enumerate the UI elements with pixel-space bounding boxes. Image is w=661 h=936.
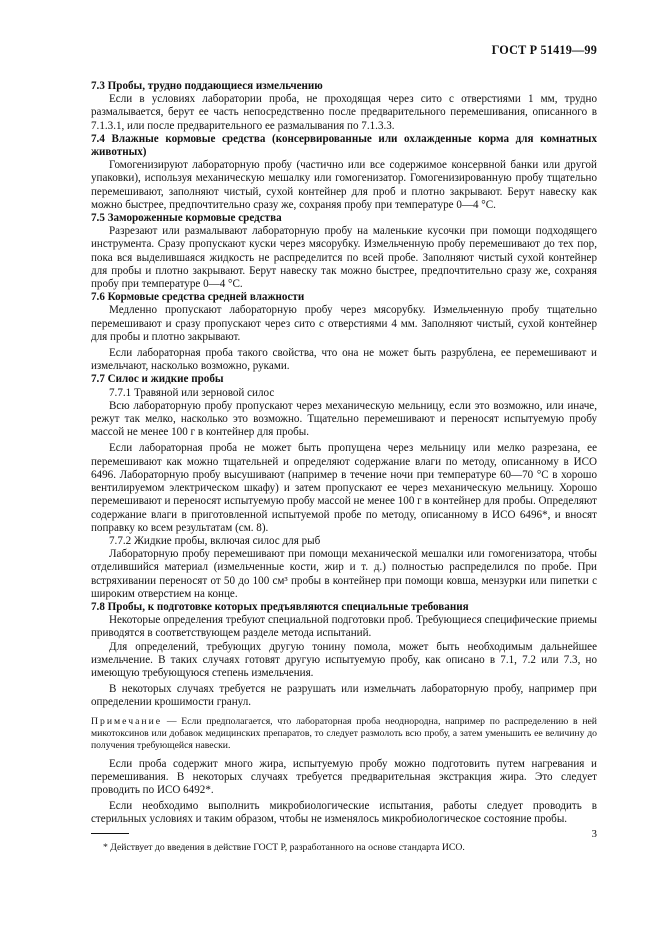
paragraph: Если необходимо выполнить микробиологические испытания, работы следует проводить в стерильных условиях и таким образом, чтобы не изменялось микробиологическое состояние пробы. <box>91 800 597 826</box>
paragraph: Всю лабораторную пробу пропускают через механическую мельницу, если это возможно, или иначе, режут так мелко, насколько это возможно. Тщательно перемешивают и переносят испытуемую пробу массой не менее 100 г в контейнер для пробы. <box>91 399 597 439</box>
heading-7-5: 7.5 Замороженные кормовые средства <box>91 212 282 225</box>
heading-7-6: 7.6 Кормовые средства средней влажности <box>91 291 305 304</box>
note <box>91 716 597 752</box>
paragraph: Медленно пропускают лабораторную пробу через мясорубку. Измельченную пробу тщательно перемешивают и сразу пропускают через сито с отверстиями 4 мм. Заполняют чистый, сухой контейнер для пробы и плотно закрывают. <box>91 304 597 343</box>
heading-7-8: 7.8 Пробы, к подготовке которых предъявляются специальные требования <box>91 600 469 613</box>
heading-7-4: 7.4 Влажные кормовые средства (консервированные или охлажденные корма для комнатных животных) <box>91 132 597 159</box>
footnote: * Действует до введения в действие ГОСТ Р, разработанного на основе стандарта ИСО. <box>103 841 465 853</box>
paragraph: Если лабораторная проба такого свойства, что она не может быть разрублена, ее перемешивают и измельчают, насколько возможно, руками. <box>91 347 597 373</box>
paragraph: Если лабораторная проба не может быть пропущена через мельницу или мелко разрезана, ее перемешивают как можно тщательней и определяют содержание влаги по методу, описанному в ИСО 6496. Лабораторную пробу высушивают (например в течение ночи при температуре 60—70 °С в хорошо вентилируемом электрическом шкафу) и затем пропускают ее через механическую мельницу. Хорошо перемешивают и переносят испытуемую пробу массой не менее 100 г в контейнер для пробы. Определяют содержание влаги в приготовленной испытуемой пробе по методу, описанному в ИСО 6496*, и вносят поправку ко всем результатам (см. 8). <box>91 442 597 534</box>
paragraph: Лабораторную пробу перемешивают при помощи механической мешалки или гомогенизатора, чтобы отделившийся материал (измельченные кости, жир и т. д.) полностью распределился по пробе. При встряхивании переносят от 50 до 100 см³ пробы в контейнер при помощи ковша, мензурки или пипетки с широким отверстием на конце. <box>91 548 597 600</box>
paragraph: Если в условиях лаборатории проба, не проходящая через сито с отверстиями 1 мм, трудно размалывается, берут ее часть непосредственно после предварительного перемешивания, описанного в 7.1.3.1, или после предварительного ее размалывания по 7.1.3.3. <box>91 93 597 132</box>
heading-7-3: 7.3 Пробы, трудно поддающиеся измельчению <box>91 80 323 92</box>
note-text: — Если предполагается, что лабораторная проба неоднородна, например по распределению в ней микотоксинов или добавок медицинских препаратов, то следует размолоть всю пробу, а затем уменьшить ее величину до получения требующейся навески. <box>91 715 597 751</box>
subheading-7-7-2: 7.7.2 Жидкие пробы, включая силос для рыб <box>109 534 321 547</box>
page-header-standard: ГОСТ Р 51419—99 <box>491 43 597 57</box>
paragraph: Некоторые определения требуют специальной подготовки проб. Требующиеся специфические приемы приводятся в соответствующем разделе метода испытаний. <box>91 614 597 640</box>
paragraph: Если проба содержит много жира, испытуемую пробу можно подготовить путем нагревания и перемешивания. В некоторых случаях требуется предварительная экстракция жира. Это следует проводить по ИСО 6492*. <box>91 757 597 796</box>
paragraph: Разрезают или размалывают лабораторную пробу на маленькие кусочки при помощи подходящего инструмента. Сразу пропускают куски через мясорубку. Измельченную пробу перемешивают до тех пор, пока вся выделившаяся жидкость не распределится по всей пробе. Заполняют чистый сухой контейнер для пробы и плотно закрывают. Берут навеску так можно быстрее, предпочтительно сразу же, сохраняя пробу при температуре 0—4 °С. <box>91 225 597 291</box>
document-body <box>91 80 597 854</box>
subheading-7-7-1: 7.7.1 Травяной или зерновой силос <box>109 386 275 399</box>
paragraph: Для определений, требующих другую тонину помола, может быть необходимым дальнейшее измельчение. В таких случаях готовят другую испытуемую пробу, как описано в 7.1, 7.2 или 7.3, но имеющую требующуюся степень измельчения. <box>91 640 597 679</box>
paragraph: Гомогенизируют лабораторную пробу (частично или все содержимое консервной банки или другой упаковки), используя механическую мешалку или гомогенизатор. Гомогенизированную пробу тщательно перемешивают, заполняют чистый, сухой контейнер для проб и плотно закрывают. Берут навеску как можно быстрее, предпочтительно сразу же, сохраняя пробу при температуре 0—4 °С. <box>91 159 597 211</box>
page-number: 3 <box>591 828 597 840</box>
note-label: Примечание <box>91 715 163 727</box>
footnote-divider <box>91 833 129 834</box>
heading-7-7: 7.7 Силос и жидкие пробы <box>91 373 224 386</box>
paragraph: В некоторых случаях требуется не разрушать или измельчать лабораторную пробу, например при определении крошимости гранул. <box>91 683 597 709</box>
